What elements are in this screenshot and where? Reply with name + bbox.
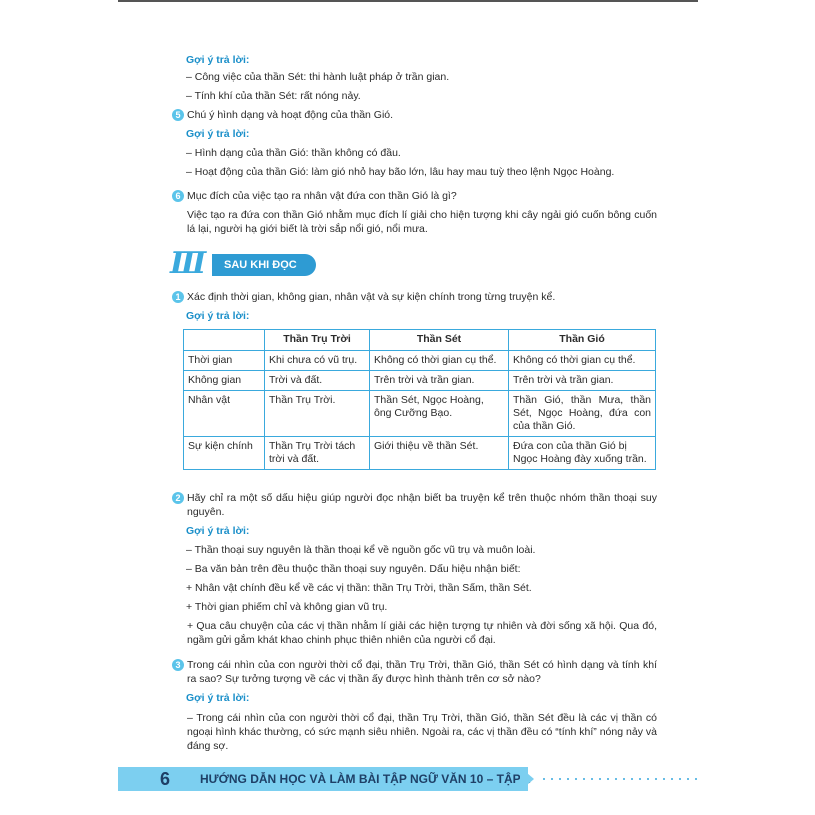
table-cell: Không có thời gian cụ thể. — [509, 351, 656, 371]
question-text: Chú ý hình dạng và hoạt động của thần Gió. — [187, 109, 394, 121]
footer-title: HƯỚNG DẪN HỌC VÀ LÀM BÀI TẬP NGỮ VĂN 10 – TẬP 1 — [200, 772, 531, 786]
table-cell: Sự kiện chính — [184, 437, 265, 470]
table-cell: Nhân vật — [184, 391, 265, 437]
table-cell: Thần Trụ Trời tách trời và đất. — [265, 437, 370, 470]
question-number-badge: 5 — [172, 109, 184, 121]
section-roman-numeral: III — [170, 246, 204, 281]
answer-line: + Thời gian phiếm chỉ và không gian vũ trụ. — [186, 601, 388, 613]
hint-label: Gợi ý trả lời: — [186, 692, 250, 704]
table-cell: Đứa con của thần Gió bị Ngọc Hoàng đày xuống trần. — [509, 437, 656, 470]
table-cell: Không có thời gian cụ thể. — [370, 351, 509, 371]
table-row — [184, 391, 656, 437]
table-cell: Thời gian — [184, 351, 265, 371]
footer-dotted-line — [540, 778, 700, 780]
table-cell: Thần Gió, thần Mưa, thần Sét, Ngọc Hoàng, đứa con của thần Gió. — [509, 391, 656, 437]
table-header-row — [184, 330, 656, 351]
question-number-badge: 6 — [172, 190, 184, 202]
hint-label: Gợi ý trả lời: — [186, 525, 250, 537]
table-header-cell: Thần Sét — [370, 330, 509, 351]
question-number-badge: 2 — [172, 492, 184, 504]
answer-line: – Công việc của thần Sét: thi hành luật pháp ở trần gian. — [186, 71, 450, 83]
page-number: 6 — [159, 769, 170, 789]
footer-arrow-icon — [520, 767, 534, 791]
question-number-badge: 3 — [172, 659, 184, 671]
table-cell: Thần Trụ Trời. — [265, 391, 370, 437]
question-text: Hãy chỉ ra một số dấu hiệu giúp người đọc nhận biết ba truyện kể trên thuộc nhóm thần thoại suy nguyên. — [187, 492, 657, 518]
question-text: Xác định thời gian, không gian, nhân vật và sự kiện chính trong từng truyện kể. — [187, 291, 556, 303]
table-cell: Trên trời và trần gian. — [509, 371, 656, 391]
table-cell: Trời và đất. — [265, 371, 370, 391]
answer-paragraph: + Qua câu chuyện của các vị thần nhằm lí giải các hiện tượng tự nhiên và đời sống xã hội. Qua đó, ngầm gửi gắm khát khao chinh phục thiên nhiên của người cổ đại. — [187, 620, 657, 646]
answer-line: – Thần thoại suy nguyên là thần thoại kể về nguồn gốc vũ trụ và muôn loài. — [186, 544, 536, 556]
section-title: SAU KHI ĐỌC — [212, 254, 316, 276]
answer-line: – Hoạt động của thần Gió: làm gió nhỏ hay bão lớn, lâu hay mau tuỳ theo lệnh Ngọc Hoàng. — [186, 166, 615, 178]
answer-line: – Hình dạng của thần Gió: thần không có đầu. — [186, 147, 401, 159]
comparison-table — [183, 329, 656, 470]
answer-line: – Tính khí của thần Sét: rất nóng nảy. — [186, 90, 361, 102]
hint-label: Gợi ý trả lời: — [186, 54, 250, 66]
table-cell: Không gian — [184, 371, 265, 391]
table-cell: Thần Sét, Ngọc Hoàng, ông Cưỡng Bạo. — [370, 391, 509, 437]
question-text: Mục đích của việc tạo ra nhân vật đứa con thần Gió là gì? — [187, 190, 457, 202]
table-row — [184, 351, 656, 371]
question-number-badge: 1 — [172, 291, 184, 303]
table-header-cell — [184, 330, 265, 351]
table-cell: Khi chưa có vũ trụ. — [265, 351, 370, 371]
table-row — [184, 437, 656, 470]
answer-line: + Nhân vật chính đều kể về các vị thần: thần Trụ Trời, thần Sấm, thần Sét. — [186, 582, 532, 594]
table-cell: Giới thiệu về thần Sét. — [370, 437, 509, 470]
table-cell: Trên trời và trần gian. — [370, 371, 509, 391]
hint-label: Gợi ý trả lời: — [186, 128, 250, 140]
table-header-cell: Thần Trụ Trời — [265, 330, 370, 351]
answer-paragraph: Việc tạo ra đứa con thần Gió nhằm mục đích lí giải cho hiện tượng khi cây ngải gió cuốn bông cuốn lá lại, người hạ giới biết là trời sắp nổi gió, nổi mưa. — [187, 209, 657, 235]
question-text: Trong cái nhìn của con người thời cổ đại, thần Trụ Trời, thần Gió, thần Sét có hình dạng và tính khí ra sao? Sự tưởng tượng về các vị thần ấy được hình thành trên cơ sở nào? — [187, 659, 657, 685]
table-header-cell: Thần Gió — [509, 330, 656, 351]
table-row — [184, 371, 656, 391]
section-header — [166, 247, 316, 281]
answer-paragraph: – Trong cái nhìn của con người thời cổ đại, thần Trụ Trời, thần Gió, thần Sét đều là các vị thần có ngoại hình khác thường, có sức mạnh siêu nhiên. Ngoài ra, các vị thần đều có “tính khí” nóng nảy và đáng sợ. — [187, 712, 657, 752]
hint-label: Gợi ý trả lời: — [186, 310, 250, 322]
answer-line: – Ba văn bản trên đều thuộc thần thoại suy nguyên. Dấu hiệu nhận biết: — [186, 563, 521, 575]
